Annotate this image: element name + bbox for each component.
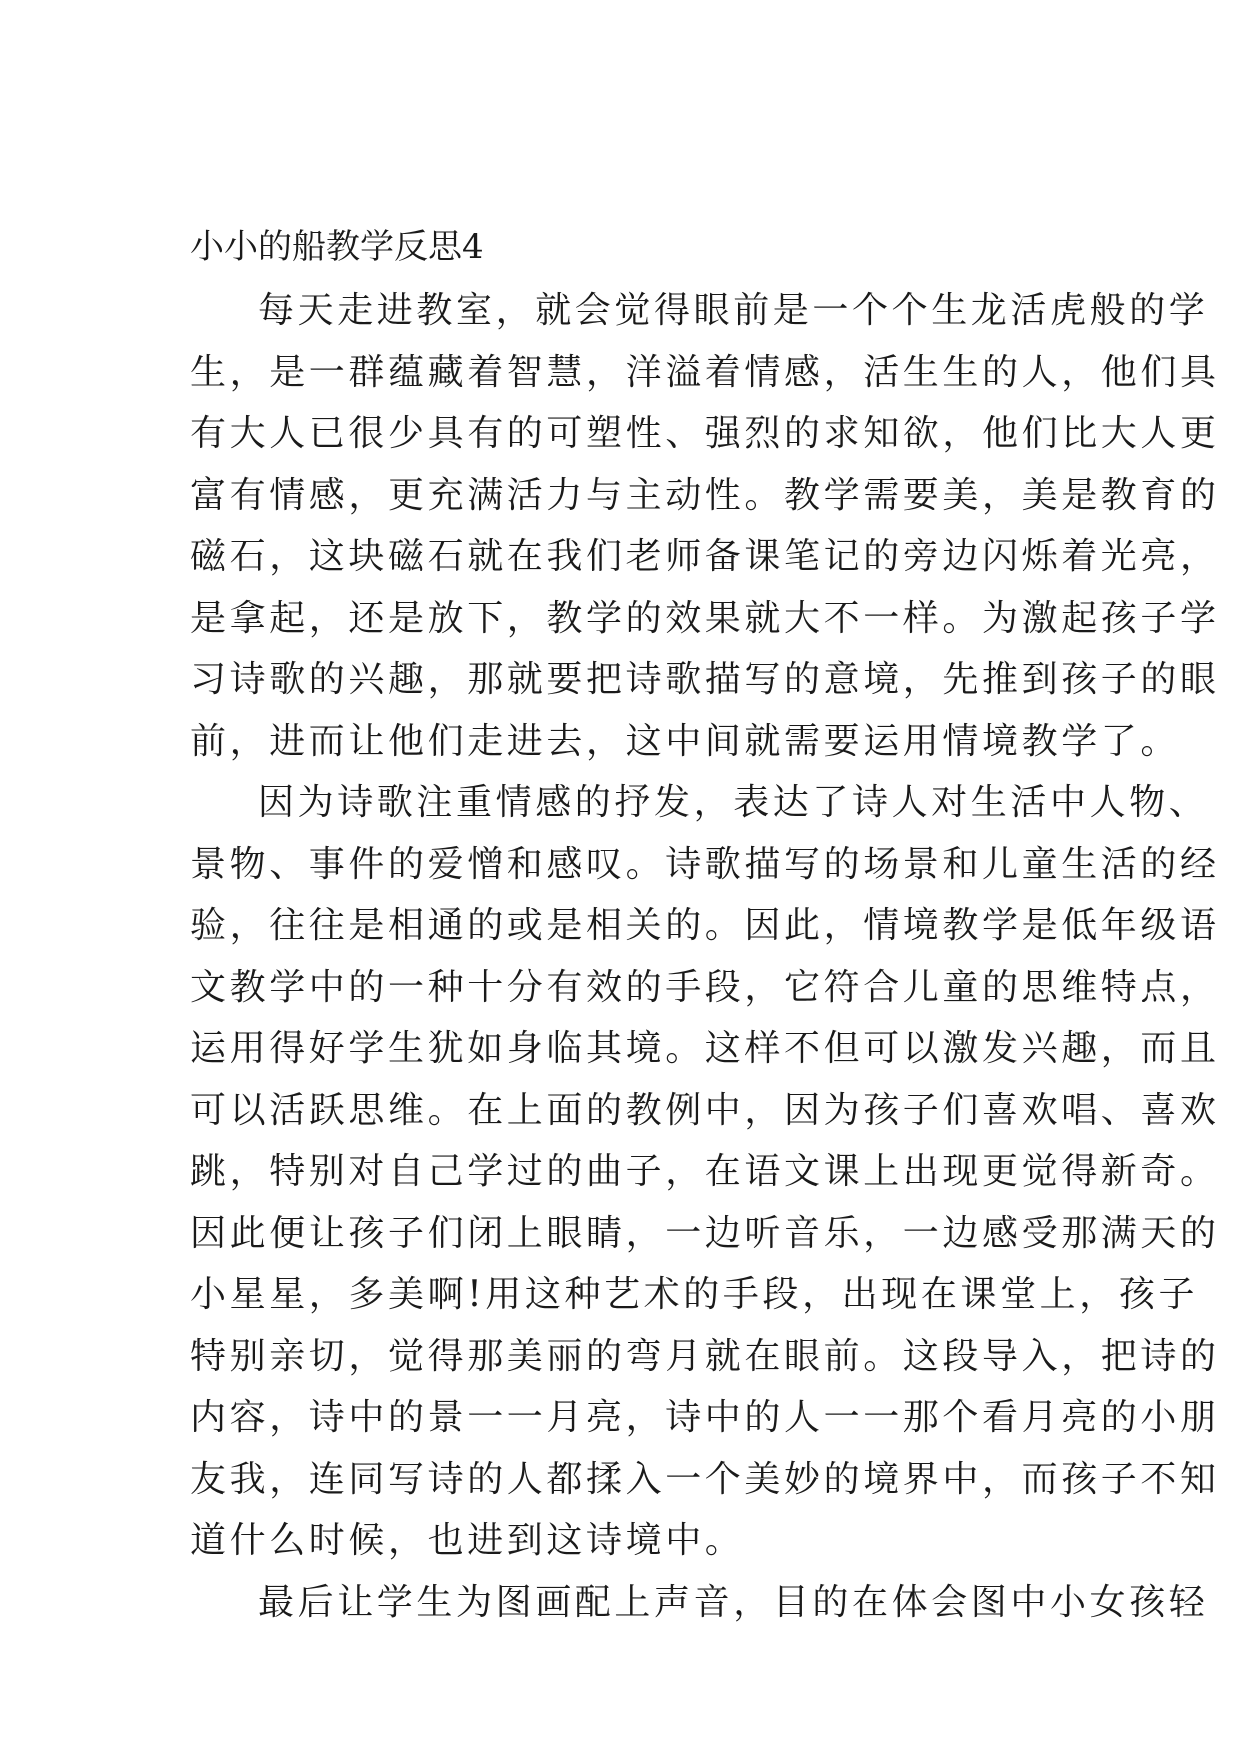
paragraph-line: 验，往往是相通的或是相关的。因此，情境教学是低年级语 xyxy=(190,905,1220,946)
paragraph-line: 可以活跃思维。在上面的教例中，因为孩子们喜欢唱、喜欢 xyxy=(190,1089,1220,1131)
paragraph-line: 景物、事件的爱憎和感叹。诗歌描写的场景和儿童生活的经 xyxy=(190,843,1220,885)
paragraph-line: 有大人已很少具有的可塑性、强烈的求知欲，他们比大人更 xyxy=(190,413,1220,454)
paragraph-line: 习诗歌的兴趣，那就要把诗歌描写的意境，先推到孩子的眼 xyxy=(190,659,1220,700)
paragraph-line: 特别亲切，觉得那美丽的弯月就在眼前。这段导入，把诗的 xyxy=(190,1335,1220,1377)
paragraph-line: 每天走进教室，就会觉得眼前是一个个生龙活虎般的学 xyxy=(258,290,1209,331)
paragraph-line: 因为诗歌注重情感的抒发，表达了诗人对生活中人物、 xyxy=(258,782,1209,823)
paragraph-line: 因此便让孩子们闭上眼睛，一边听音乐，一边感受那满天的 xyxy=(190,1212,1220,1254)
paragraph-line: 前，进而让他们走进去，这中间就需要运用情境教学了。 xyxy=(190,720,1181,762)
paragraph-line: 富有情感，更充满活力与主动性。教学需要美，美是教育的 xyxy=(190,474,1220,516)
paragraph-line: 友我，连同写诗的人都揉入一个美妙的境界中，而孩子不知 xyxy=(190,1458,1220,1500)
paragraph-line: 小星星，多美啊!用这种艺术的手段，出现在课堂上，孩子 xyxy=(190,1274,1199,1315)
paragraph-line: 道什么时候，也进到这诗境中。 xyxy=(190,1520,745,1561)
paragraph-2 xyxy=(190,772,1220,1572)
document-body xyxy=(190,280,1220,1633)
paragraph-line: 运用得好学生犹如身临其境。这样不但可以激发兴趣，而且 xyxy=(190,1028,1220,1069)
paragraph-line: 跳，特别对自己学过的曲子，在语文课上出现更觉得新奇。 xyxy=(190,1151,1220,1192)
paragraph-line: 内容，诗中的景一一月亮，诗中的人一一那个看月亮的小朋 xyxy=(190,1397,1220,1438)
paragraph-line: 生，是一群蕴藏着智慧，洋溢着情感，活生生的人，他们具 xyxy=(190,351,1220,393)
paragraph-1 xyxy=(190,280,1220,772)
paragraph-3 xyxy=(190,1572,1209,1634)
paragraph-line: 最后让学生为图画配上声音，目的在体会图中小女孩轻 xyxy=(258,1581,1209,1623)
paragraph-line: 磁石，这块磁石就在我们老师备课笔记的旁边闪烁着光亮， xyxy=(190,536,1220,577)
paragraph-line: 文教学中的一种十分有效的手段，它符合儿童的思维特点， xyxy=(190,966,1220,1008)
document-title: 小小的船教学反思4 xyxy=(190,227,484,267)
paragraph-line: 是拿起，还是放下，教学的效果就大不一样。为激起孩子学 xyxy=(190,597,1220,639)
